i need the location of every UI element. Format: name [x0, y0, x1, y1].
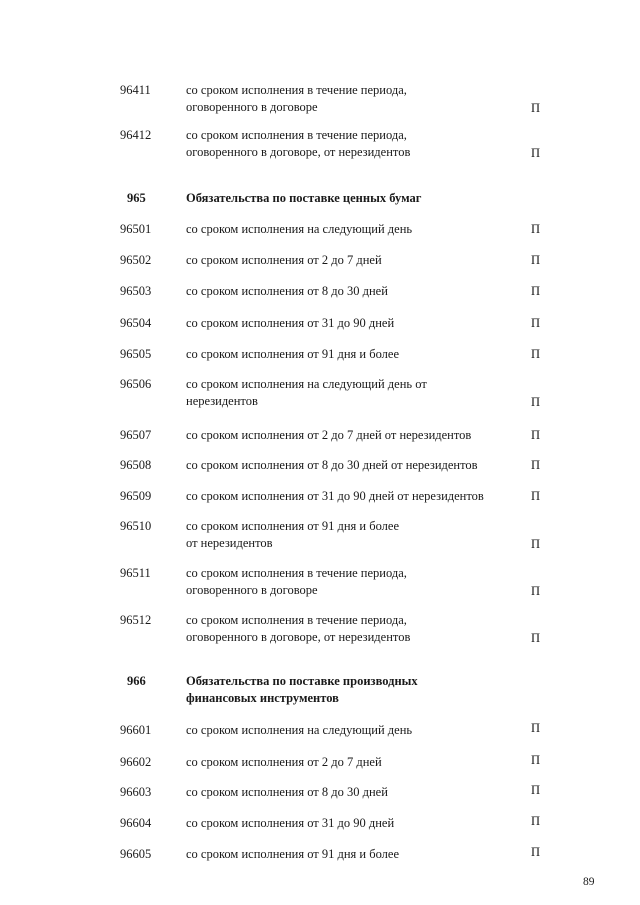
account-description [186, 815, 516, 832]
section-code: 966 [127, 674, 146, 688]
account-code: 96605 [120, 847, 152, 861]
description-line: со сроком исполнения от 31 до 90 дней от нерезидентов [186, 489, 484, 503]
description-line: со сроком исполнения от 91 дня и более [186, 847, 400, 861]
account-type-mark: П [531, 253, 541, 267]
account-type-mark: П [531, 489, 541, 503]
account-type-mark: П [531, 284, 541, 298]
account-code: 96509 [120, 489, 152, 503]
description-line: со сроком исполнения от 8 до 30 дней [186, 284, 388, 298]
description-line: со сроком исполнения от 91 дня и более [186, 347, 400, 361]
description-line: оговоренного в договоре, от нерезидентов [186, 630, 411, 644]
account-code: 96501 [120, 222, 152, 236]
account-code: 96512 [120, 613, 152, 627]
description-line: Обязательства по поставке производных [186, 674, 418, 688]
account-code: 96412 [120, 128, 152, 142]
description-line: со сроком исполнения от 8 до 30 дней [186, 785, 388, 799]
description-line: от нерезидентов [186, 536, 273, 550]
description-line: оговоренного в договоре [186, 583, 318, 597]
description-line: со сроком исполнения от 8 до 30 дней от нерезидентов [186, 458, 478, 472]
account-description [186, 315, 516, 332]
description-line: со сроком исполнения от 31 до 90 дней [186, 316, 395, 330]
description-line: Обязательства по поставке ценных бумаг [186, 191, 422, 205]
section-code: 965 [127, 191, 146, 205]
account-description [186, 722, 516, 739]
description-line: со сроком исполнения в течение периода, [186, 566, 407, 580]
description-line: со сроком исполнения от 31 до 90 дней [186, 816, 395, 830]
description-line: оговоренного в договоре, от нерезидентов [186, 145, 411, 159]
account-code: 96602 [120, 755, 152, 769]
description-line: со сроком исполнения в течение периода, [186, 83, 407, 97]
description-line: финансовых инструментов [186, 691, 339, 705]
account-description [186, 754, 516, 771]
account-description [186, 82, 516, 116]
account-type-mark: П [531, 814, 541, 828]
description-line: со сроком исполнения от 2 до 7 дней [186, 755, 382, 769]
description-line: оговоренного в договоре [186, 100, 318, 114]
description-line: со сроком исполнения от 2 до 7 дней [186, 253, 382, 267]
account-type-mark: П [531, 395, 541, 409]
account-code: 96502 [120, 253, 152, 267]
account-type-mark: П [531, 101, 541, 115]
description-line: со сроком исполнения на следующий день от [186, 377, 427, 391]
description-line: со сроком исполнения на следующий день [186, 723, 413, 737]
description-line: со сроком исполнения в течение периода, [186, 128, 407, 142]
account-code: 96510 [120, 519, 152, 533]
account-code: 96503 [120, 284, 152, 298]
account-type-mark: П [531, 222, 541, 236]
account-description [186, 457, 516, 474]
description-line: со сроком исполнения от 91 дня и более [186, 519, 400, 533]
section-title [186, 190, 516, 207]
account-description [186, 252, 516, 269]
account-type-mark: П [531, 316, 541, 330]
account-description [186, 488, 516, 505]
account-type-mark: П [531, 428, 541, 442]
account-description [186, 376, 516, 410]
description-line: со сроком исполнения в течение периода, [186, 613, 407, 627]
account-type-mark: П [531, 845, 541, 859]
account-description [186, 565, 516, 599]
account-code: 96505 [120, 347, 152, 361]
account-type-mark: П [531, 721, 541, 735]
account-type-mark: П [531, 631, 541, 645]
account-type-mark: П [531, 753, 541, 767]
account-type-mark: П [531, 584, 541, 598]
account-type-mark: П [531, 537, 541, 551]
account-description [186, 427, 516, 444]
description-line: нерезидентов [186, 394, 258, 408]
account-code: 96507 [120, 428, 152, 442]
description-line: со сроком исполнения на следующий день [186, 222, 413, 236]
account-code: 96508 [120, 458, 152, 472]
account-code: 96504 [120, 316, 152, 330]
account-type-mark: П [531, 783, 541, 797]
account-description [186, 221, 516, 238]
account-code: 96411 [120, 83, 151, 97]
account-type-mark: П [531, 458, 541, 472]
account-code: 96511 [120, 566, 151, 580]
page-number: 89 [583, 876, 595, 888]
account-description [186, 283, 516, 300]
account-code: 96506 [120, 377, 152, 391]
account-code: 96601 [120, 723, 152, 737]
account-description [186, 127, 516, 161]
account-description [186, 846, 516, 863]
account-description [186, 518, 516, 552]
section-title [186, 673, 516, 707]
account-type-mark: П [531, 146, 541, 160]
account-description [186, 346, 516, 363]
account-code: 96603 [120, 785, 152, 799]
description-line: со сроком исполнения от 2 до 7 дней от нерезидентов [186, 428, 472, 442]
account-code: 96604 [120, 816, 152, 830]
account-type-mark: П [531, 347, 541, 361]
account-description [186, 612, 516, 646]
account-description [186, 784, 516, 801]
